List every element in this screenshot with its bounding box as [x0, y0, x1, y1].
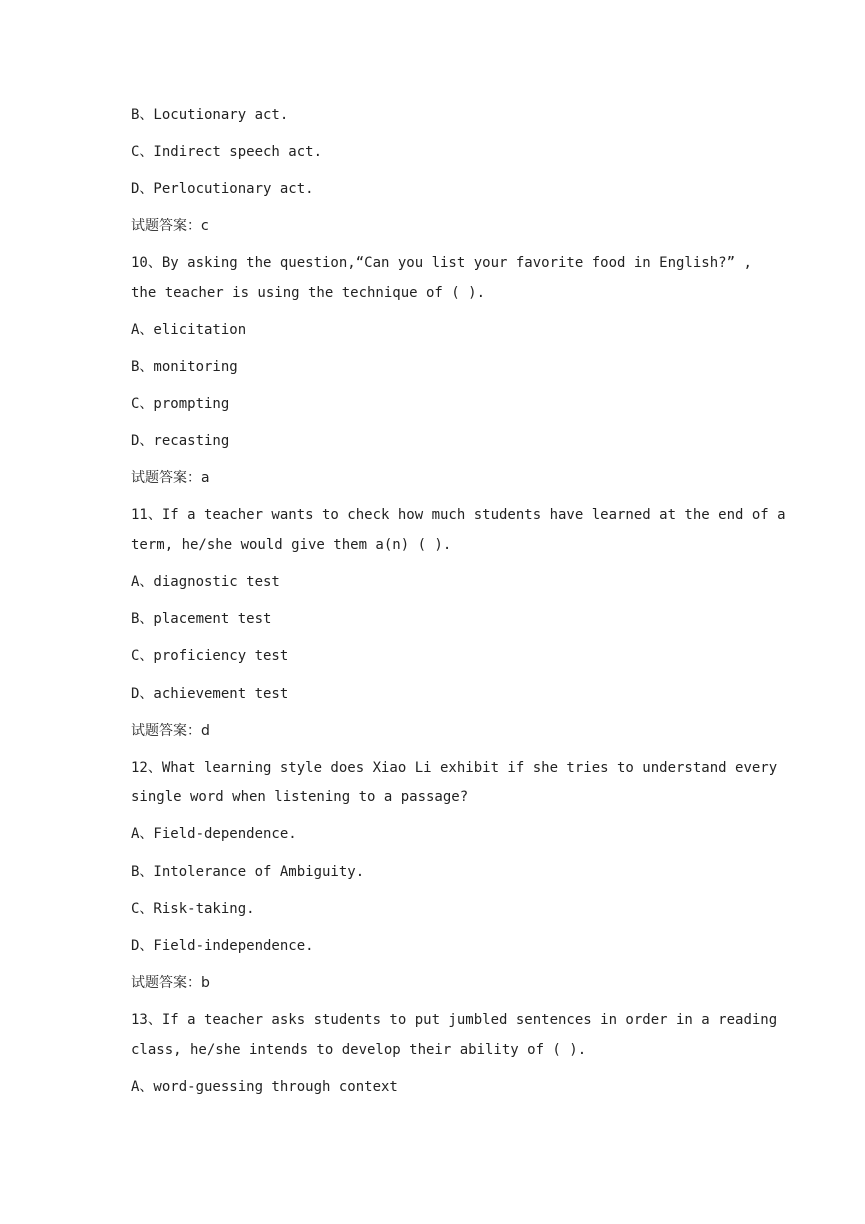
answer-q10: 试题答案：a: [131, 470, 210, 486]
question-10-line-1: 10、By asking the question,“Can you list your favorite food in English?” ,: [131, 255, 752, 271]
option-d-q10: D、recasting: [131, 433, 230, 449]
option-d-q12: D、Field-independence.: [131, 938, 314, 954]
option-b-q11: B、placement test: [131, 611, 272, 627]
option-c-q9: C、Indirect speech act.: [131, 144, 323, 160]
answer-q11: 试题答案：d: [131, 723, 210, 739]
option-a-q13: A、word-guessing through context: [131, 1079, 398, 1095]
question-13-line-1: 13、If a teacher asks students to put jumbled sentences in order in a reading: [131, 1012, 778, 1028]
option-b-q10: B、monitoring: [131, 359, 238, 375]
option-a-q11: A、diagnostic test: [131, 574, 280, 590]
option-c-q10: C、prompting: [131, 396, 230, 412]
answer-q12: 试题答案：b: [131, 975, 210, 991]
option-a-q12: A、Field-dependence.: [131, 826, 297, 842]
question-11-line-1: 11、If a teacher wants to check how much students have learned at the end of a: [131, 507, 786, 523]
option-c-q12: C、Risk-taking.: [131, 901, 255, 917]
answer-q9: 试题答案：c: [131, 218, 209, 234]
question-10-line-2: the teacher is using the technique of ( ).: [131, 285, 486, 301]
option-b-q9: B、Locutionary act.: [131, 107, 289, 123]
question-12-line-1: 12、What learning style does Xiao Li exhibit if she tries to understand every: [131, 760, 778, 776]
option-d-q11: D、achievement test: [131, 686, 289, 702]
option-d-q9: D、Perlocutionary act.: [131, 181, 314, 197]
option-a-q10: A、elicitation: [131, 322, 247, 338]
question-13-line-2: class, he/she intends to develop their ability of ( ).: [131, 1042, 587, 1058]
option-b-q12: B、Intolerance of Ambiguity.: [131, 864, 365, 880]
option-c-q11: C、proficiency test: [131, 648, 289, 664]
question-11-line-2: term, he/she would give them a(n) ( ).: [131, 537, 452, 553]
question-12-line-2: single word when listening to a passage?: [131, 789, 469, 805]
